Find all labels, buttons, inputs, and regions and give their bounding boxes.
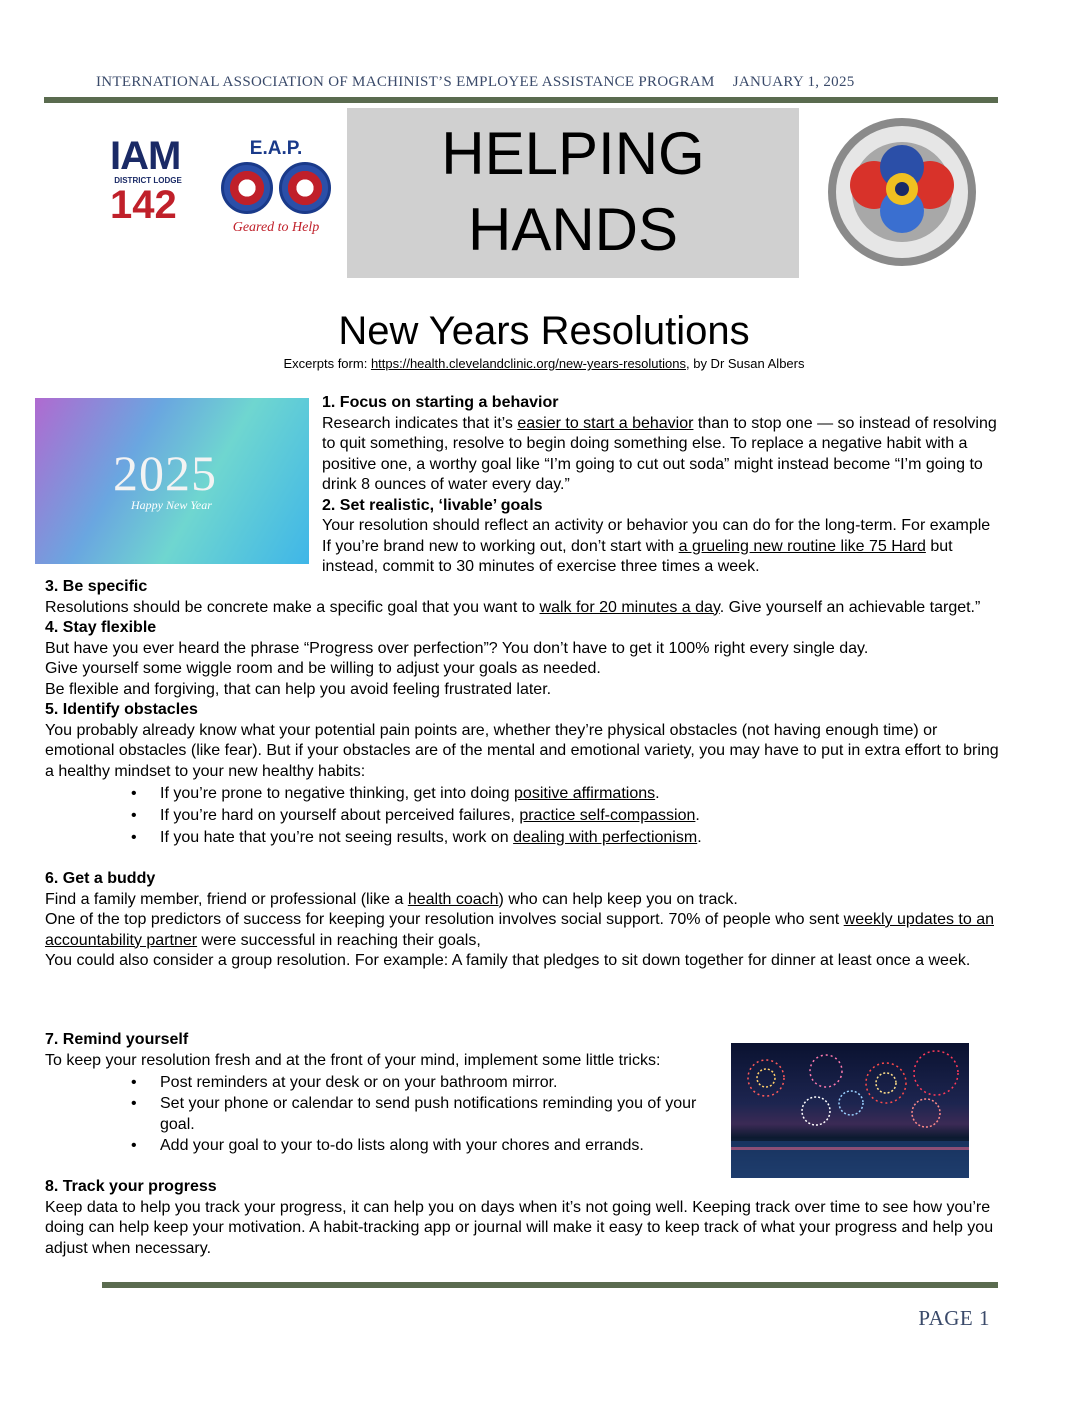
list-item: • If you’re prone to negative thinking, get into doing positive affirmations. — [160, 783, 1000, 805]
machinists-seal-icon — [812, 115, 992, 269]
bullet-list — [45, 783, 1000, 849]
header-date: JANUARY 1, 2025 — [732, 74, 855, 90]
bullet-list — [45, 1072, 705, 1156]
link[interactable]: a grueling new routine like 75 Hard — [678, 537, 926, 555]
section-heading: 1. Focus on starting a behavior — [322, 394, 559, 411]
image-year: 2025 — [113, 445, 217, 501]
section-body: You probably already know what your potential pain points are, whether they’re physical obstacles (not having enough time) or emotional obstacles (like fear). But if your obstacles are of the mental and emotional variety, you may have to put in extra effort to bring a healthy mindset to your new healthy habits: — [45, 721, 999, 780]
list-item: • Post reminders at your desk or on your bathroom mirror. — [160, 1072, 705, 1093]
section-heading: 8. Track your progress — [45, 1178, 217, 1195]
iam-logo — [110, 134, 190, 227]
link[interactable]: walk for 20 minutes a day — [539, 598, 720, 616]
bottom-divider — [102, 1282, 998, 1288]
section-heading: 5. Identify obstacles — [45, 701, 198, 718]
section-8 — [45, 1177, 1000, 1259]
section-body: You could also consider a group resolution. For example: A family that pledges to sit down together for dinner at least once a week. — [45, 952, 971, 969]
fireworks-image — [731, 1043, 969, 1178]
section-body: Keep data to help you track your progress, it can help you on days when it’s not going well. Keeping track over time to see how you’re doing can help keep your motivation. A habit-tracking app or journal will make it easy to keep track of what your progress and help you adjust when necessary. — [45, 1198, 994, 1257]
section-body: Be flexible and forgiving, that can help you avoid feeling frustrated later. — [45, 680, 552, 698]
list-item: • Add your goal to your to-do lists along with your chores and errands. — [160, 1135, 705, 1156]
link[interactable]: positive affirmations — [514, 785, 656, 802]
section-7 — [45, 1030, 705, 1156]
link[interactable]: dealing with perfectionism — [513, 829, 698, 846]
eap-emblem-icon — [279, 162, 331, 214]
section-heading: 7. Remind yourself — [45, 1031, 189, 1048]
eap-tagline: Geared to Help — [232, 220, 320, 235]
eap-emblem-icon — [221, 162, 273, 214]
banner-line-2: HANDS — [467, 196, 679, 263]
helping-hands-banner — [347, 108, 799, 278]
iam-logo-text: IAM — [110, 134, 181, 178]
sections-1-2 — [322, 393, 1002, 578]
link[interactable]: weekly updates to an accountability partner — [45, 911, 994, 949]
link[interactable]: health coach — [407, 890, 499, 908]
page-header — [96, 74, 873, 91]
section-heading: 6. Get a buddy — [45, 870, 156, 887]
section-heading: 4. Stay flexible — [45, 619, 157, 636]
section-heading: 3. Be specific — [45, 578, 148, 595]
iam-logo-number: 142 — [110, 183, 177, 227]
section-body: Resolutions should be concrete make a specific goal that you want to walk for 20 minutes a day. Give yourself an achievable target.” — [45, 598, 981, 616]
link[interactable]: practice self-compassion — [519, 807, 696, 824]
section-body: To keep your resolution fresh and at the front of your mind, implement some little tricks: — [45, 1051, 661, 1069]
image-caption: Happy New Year — [131, 498, 212, 512]
top-divider — [44, 97, 998, 103]
list-item: • Set your phone or calendar to send push notifications reminding you of your goal. — [160, 1093, 705, 1135]
section-body: Your resolution should reflect an activity or behavior you can do for the long-term. For example If you’re brand new to working out, don’t start with a grueling new routine like 75 Hard but instead, commit to 30 minutes of exercise three times a week. — [322, 517, 991, 575]
section-body: Give yourself some wiggle room and be willing to adjust your goals as needed. — [45, 660, 601, 677]
list-item: • If you’re hard on yourself about perceived failures, practice self-compassion. — [160, 805, 1000, 827]
section-body: But have you ever heard the phrase “Progress over perfection”? You don’t have to get it 100% right every single day. — [45, 639, 869, 657]
page-number: PAGE 1 — [918, 1306, 990, 1330]
section-body: Research indicates that it’s easier to start a behavior than to stop one — so instead of resolving to quit something, resolve to begin doing something else. To replace a negative habit with a positive one, a worthy goal like “I’m going to cut out soda” might instead become “I’m going to drink 8 ounces of water every day.” — [322, 414, 997, 493]
new-year-2025-image — [35, 398, 309, 564]
banner-line-1: HELPING — [441, 120, 705, 187]
eap-logo — [220, 138, 332, 236]
link[interactable]: easier to start a behavior — [517, 414, 694, 432]
list-item: • If you hate that you’re not seeing results, work on dealing with perfectionism. — [160, 827, 1000, 849]
section-heading: 2. Set realistic, ‘livable’ goals — [322, 496, 543, 514]
fireworks-icon — [731, 1043, 969, 1178]
source-link[interactable]: https://health.clevelandclinic.org/new-years-resolutions — [370, 356, 686, 371]
header-org: INTERNATIONAL ASSOCIATION OF MACHINIST’S EMPLOYEE ASSISTANCE PROGRAM — [96, 74, 715, 90]
source-line: Excerpts form: https://health.clevelandclinic.org/new-years-resolutions, by Dr Susan Albers — [283, 356, 805, 371]
eap-logo-title: E.A.P. — [249, 138, 303, 159]
section-body: Find a family member, friend or professional (like a health coach) who can help keep you on track. — [45, 890, 738, 908]
section-body: One of the top predictors of success for keeping your resolution involves social support. 70% of people who sent weekly updates to an accountability partner were successful in reaching their goals, — [45, 911, 994, 949]
sections-3-6 — [45, 577, 1000, 972]
iam-logo-lodge: DISTRICT LODGE — [114, 176, 182, 185]
page-title: New Years Resolutions — [338, 309, 750, 353]
